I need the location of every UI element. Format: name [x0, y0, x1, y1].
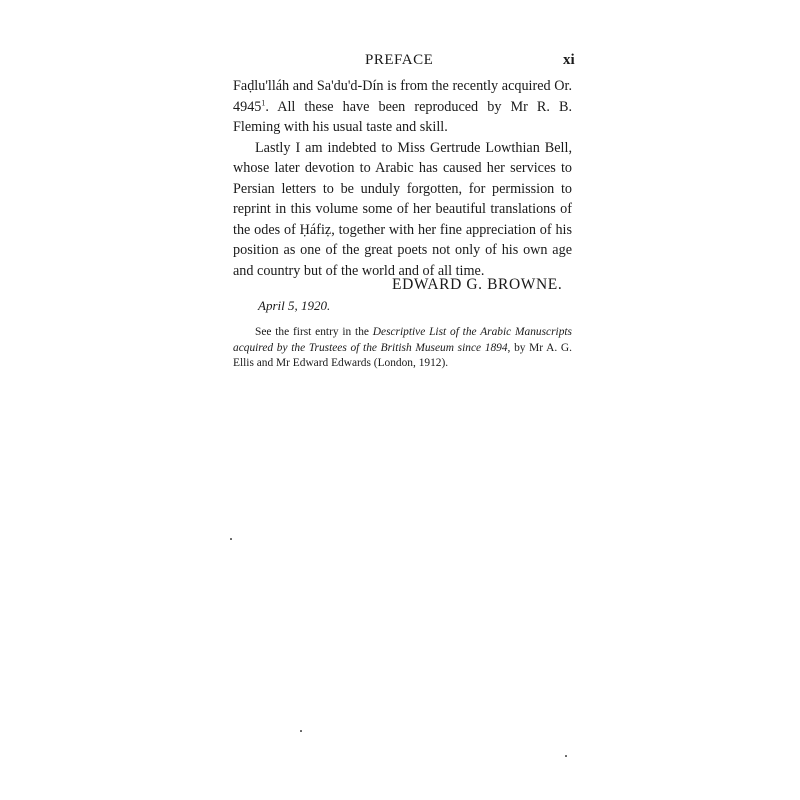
footnote-text-a: See the first entry in the [255, 326, 373, 338]
page-number: xi [563, 52, 575, 68]
running-head-title: PREFACE [365, 52, 434, 68]
author-signature: EDWARD G. BROWNE. [392, 276, 563, 293]
scan-speck [230, 538, 232, 540]
footnote [233, 325, 572, 372]
paragraph-1-text-a: Faḍlu'lláh and Sa'du'd-Dín is from the recently acquired Or. 4945 [233, 78, 572, 115]
scan-speck [565, 755, 567, 757]
paragraph-1-text-b: . All these have been reproduced by Mr R. B. Fleming with his usual taste and skill. [233, 98, 572, 135]
body-text [233, 76, 572, 281]
scan-speck [300, 730, 302, 732]
paragraph-1 [233, 76, 572, 138]
footnote-marker: 1 [261, 97, 266, 107]
paragraph-2: Lastly I am indebted to Miss Gertrude Lowthian Bell, whose later devotion to Arabic has caused her services to Persian letters to be unduly forgotten, for permission to reprint in this volume some of her beautiful translations of the odes of Ḥáfiẓ, together with her fine appreciation of his position as one of the great poets not only of his own age and country but of the world and of all time. [233, 139, 572, 279]
preface-date: April 5, 1920. [258, 298, 331, 313]
footnote-text [233, 325, 572, 372]
footnote-title-italic: Descriptive List of the Arabic Manuscripts acquired by the Trustees of the British Museum since 1894 [233, 326, 572, 354]
footnote-text-b: , by Mr A. G. Ellis and Mr Edward Edwards (London, 1912). [233, 341, 573, 369]
